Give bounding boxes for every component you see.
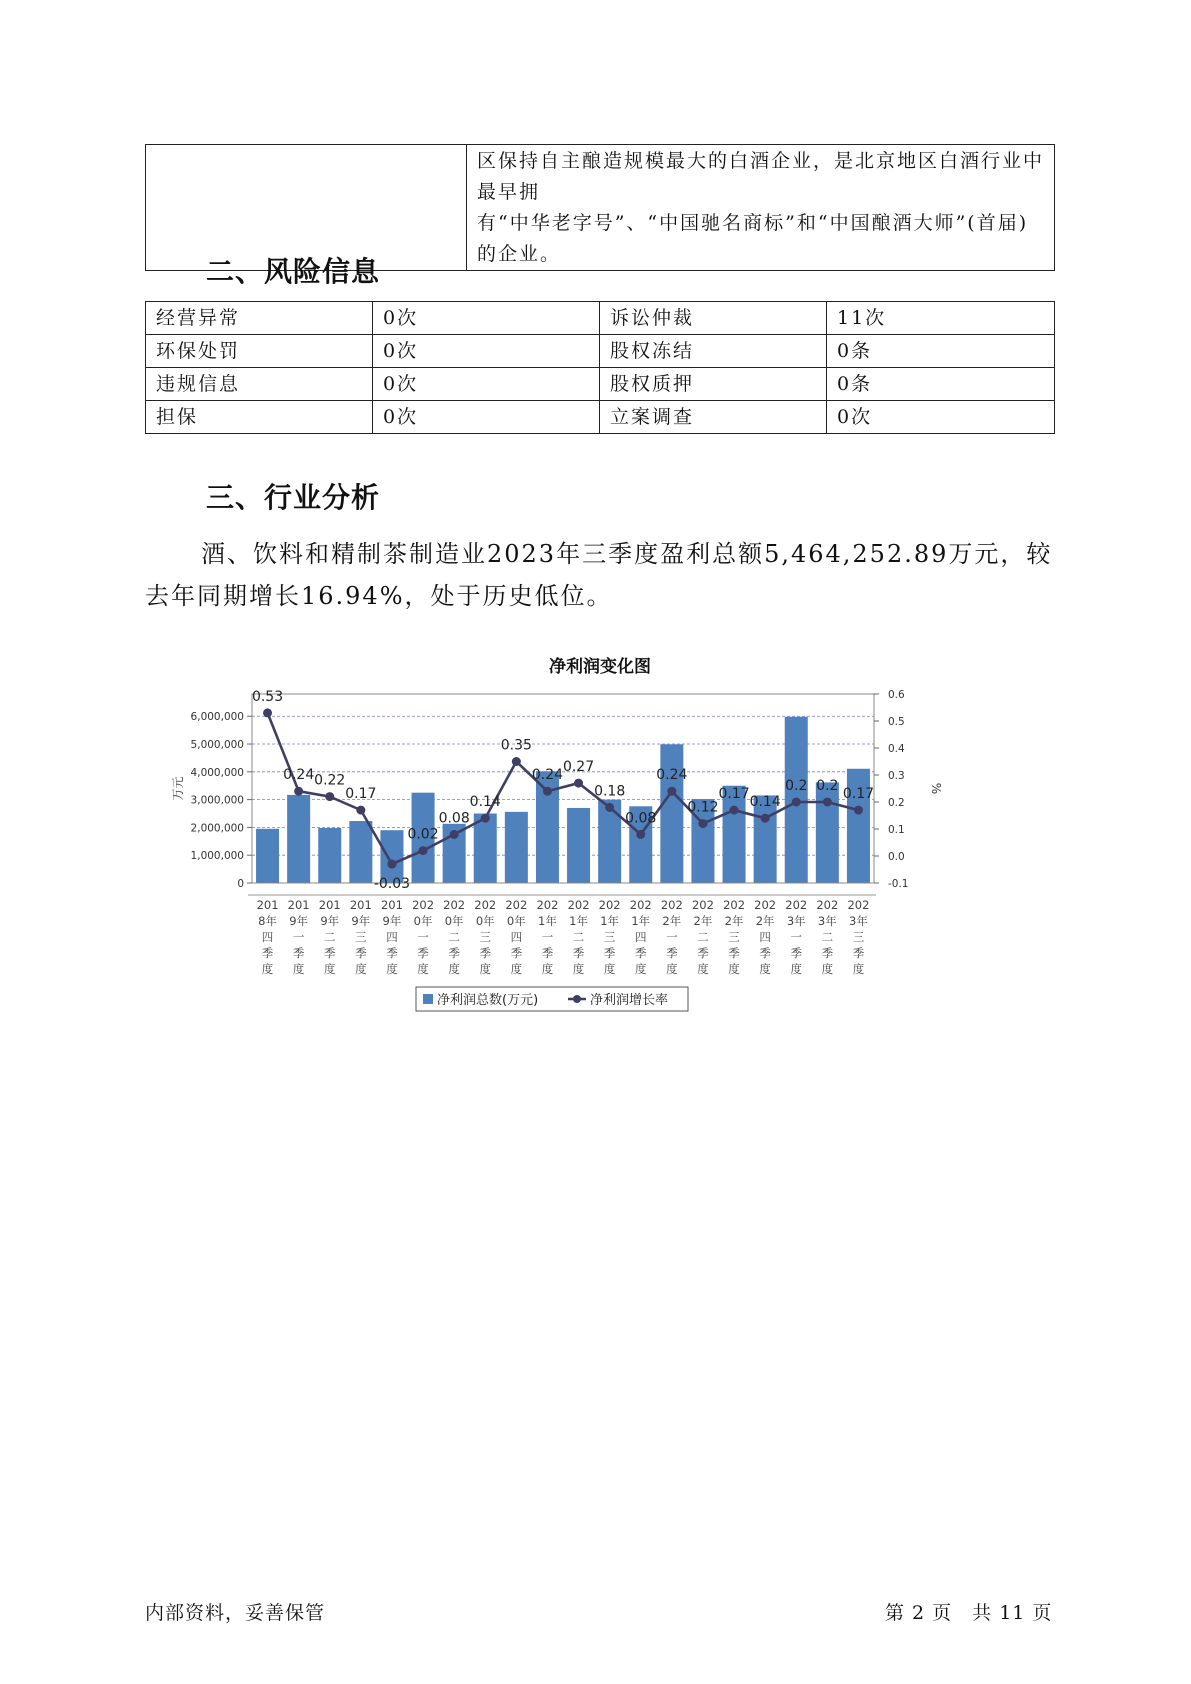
category-label — [599, 898, 621, 976]
category-label-part: 度 — [852, 962, 865, 976]
category-label-part: 三 — [603, 930, 616, 944]
category-label-part: 度 — [479, 962, 491, 976]
data-labels — [252, 689, 874, 892]
category-label-part: 二 — [324, 930, 336, 944]
category-label-part: 季 — [510, 946, 523, 960]
category-label-part: 季 — [821, 946, 834, 960]
growth-rate-point — [481, 814, 490, 823]
data-label: 0.22 — [314, 772, 346, 789]
table-cell: 环保处罚 — [146, 335, 373, 368]
bar — [287, 795, 310, 883]
category-label-part: 一 — [417, 930, 429, 944]
table-row — [146, 368, 1055, 401]
category-label-part: 度 — [324, 962, 336, 976]
table-cell: 0次 — [373, 302, 600, 335]
category-label-part: 季 — [790, 946, 802, 960]
category-label-part: 202 — [816, 898, 839, 912]
category-label-part: 202 — [723, 898, 746, 912]
left-tick-label: 2,000,000 — [190, 822, 244, 835]
table-cell: 0次 — [373, 368, 600, 401]
category-label-part: 202 — [754, 898, 777, 912]
category-label — [350, 898, 372, 976]
category-label-part: 9年 — [320, 914, 340, 928]
table-cell: 股权冻结 — [600, 335, 827, 368]
table-cell: 0次 — [827, 401, 1055, 434]
category-label — [847, 898, 869, 976]
growth-rate-point — [698, 819, 707, 828]
category-label-part: 度 — [666, 962, 678, 976]
category-label-part: 201 — [318, 898, 341, 912]
category-label-part: 季 — [479, 946, 491, 960]
data-label: 0.24 — [283, 767, 315, 784]
category-label — [505, 898, 527, 976]
category-label-part: 0年 — [413, 914, 433, 928]
left-tick-label: 3,000,000 — [190, 794, 244, 807]
category-label-part: 202 — [847, 898, 870, 912]
category-label-part: 一 — [666, 930, 678, 944]
data-label: 0.24 — [531, 767, 564, 784]
growth-rate-point — [730, 806, 739, 815]
category-label-part: 9年 — [351, 914, 371, 928]
growth-rate-point — [263, 708, 272, 717]
category-label-part: 度 — [448, 962, 460, 976]
data-label: 0.53 — [251, 688, 284, 705]
category-label-part: 三 — [355, 930, 367, 944]
category-label — [443, 898, 465, 976]
growth-rate-point — [761, 814, 770, 823]
table-cell: 担保 — [146, 401, 373, 434]
category-label — [288, 898, 310, 976]
data-label: 0.12 — [687, 799, 719, 816]
category-label — [692, 898, 714, 976]
legend-line-marker — [573, 995, 581, 1003]
category-label-part: 季 — [386, 946, 398, 960]
category-label-part: 0年 — [475, 914, 495, 928]
category-label-part: 201 — [380, 898, 403, 912]
growth-rate-point — [854, 806, 863, 815]
right-tick-label: 0.1 — [888, 824, 905, 836]
category-label — [536, 898, 558, 976]
section-heading-risk: 二、风险信息 — [206, 255, 381, 288]
category-label-part: 202 — [567, 898, 590, 912]
category-label-part: 季 — [759, 946, 771, 960]
category-label-part: 202 — [785, 898, 808, 912]
chart-title: 净利润变化图 — [549, 657, 651, 677]
category-label-part: 度 — [355, 962, 367, 976]
category-label-part: 1年 — [600, 914, 620, 928]
category-label-part: 202 — [660, 898, 683, 912]
category-label-part: 3年 — [849, 914, 868, 928]
table-cell: 11次 — [827, 302, 1055, 335]
data-label: 0.08 — [438, 810, 470, 827]
category-label-part: 202 — [412, 898, 435, 912]
left-tick-label: 4,000,000 — [190, 766, 244, 779]
category-label-part: 202 — [536, 898, 559, 912]
category-label-part: 度 — [635, 962, 647, 976]
legend-bar-swatch — [423, 994, 433, 1004]
category-label-part: 季 — [541, 946, 554, 960]
category-label-part: 2年 — [755, 914, 775, 928]
category-label-part: 9年 — [289, 914, 309, 928]
growth-rate-point — [294, 787, 303, 796]
bar — [349, 821, 372, 883]
bar — [318, 828, 341, 883]
data-label: -0.03 — [373, 876, 411, 893]
category-label-part: 度 — [790, 962, 802, 976]
category-label-part: 202 — [598, 898, 621, 912]
category-label — [257, 898, 279, 976]
category-label — [319, 898, 341, 976]
category-label-part: 度 — [510, 962, 523, 976]
category-label-part: 二 — [572, 930, 585, 944]
category-label-part: 季 — [635, 946, 647, 960]
industry-paragraph: 酒、饮料和精制茶制造业2023年三季度盈利总额5,464,252.89万元，较去年同期增长16.94%，处于历史低位。 — [145, 540, 1053, 610]
category-label-part: 8年 — [258, 914, 277, 928]
growth-rate-point — [667, 787, 676, 796]
category-label-part: 202 — [474, 898, 497, 912]
right-tick-label: 0.2 — [888, 797, 905, 809]
left-tick-label: 5,000,000 — [190, 739, 244, 752]
category-label-part: 季 — [697, 946, 709, 960]
table-cell: 经营异常 — [146, 302, 373, 335]
category-label-part: 季 — [261, 946, 274, 960]
category-label-part: 四 — [261, 930, 274, 944]
legend-line-label: 净利润增长率 — [590, 993, 669, 1008]
growth-rate-point — [543, 787, 552, 796]
category-label-part: 三 — [479, 930, 491, 944]
category-label-part: 2年 — [724, 914, 744, 928]
category-label — [785, 898, 807, 976]
category-label-part: 季 — [572, 946, 585, 960]
data-label: 0.27 — [562, 759, 595, 776]
category-label-part: 202 — [505, 898, 528, 912]
data-label: 0.17 — [345, 786, 377, 803]
table-cell: 0条 — [827, 368, 1055, 401]
footer-page-number: 第 2 页 共 11 页 — [885, 1602, 1053, 1624]
category-label-part: 季 — [355, 946, 367, 960]
description-line: 有“中华老字号”、“中国驰名商标”和“中国酿酒大师”(首届)的企业。 — [477, 212, 1029, 265]
bar — [505, 812, 528, 883]
table-row — [146, 302, 1055, 335]
category-label — [568, 898, 590, 976]
category-label-part: 一 — [541, 930, 554, 944]
category-label-part: 0年 — [444, 914, 464, 928]
growth-rate-point — [823, 798, 832, 807]
category-label-part: 度 — [603, 962, 616, 976]
category-label-part: 度 — [728, 962, 740, 976]
category-label-part: 3年 — [817, 914, 837, 928]
category-label-part: 季 — [292, 946, 305, 960]
category-label — [412, 898, 434, 976]
data-label: 0.2 — [785, 778, 808, 794]
growth-rate-point — [512, 757, 521, 766]
category-label-part: 二 — [697, 930, 709, 944]
category-label — [381, 898, 403, 976]
category-label — [661, 898, 683, 976]
table-cell-description — [467, 145, 1055, 271]
table-row — [146, 401, 1055, 434]
data-label: 0.08 — [625, 810, 657, 827]
growth-rate-point — [605, 803, 614, 812]
category-label-part: 1年 — [631, 914, 651, 928]
chart-legend — [416, 987, 688, 1011]
category-label-part: 1年 — [538, 914, 557, 928]
category-label-part: 三 — [728, 930, 740, 944]
category-label-part: 2年 — [662, 914, 682, 928]
table-cell: 诉讼仲裁 — [600, 302, 827, 335]
data-label: 0.35 — [500, 737, 532, 754]
category-label-part: 四 — [386, 930, 398, 944]
section-heading-industry: 三、行业分析 — [206, 481, 381, 514]
right-tick-label: 0.0 — [888, 851, 905, 863]
category-label-part: 0年 — [506, 914, 526, 928]
description-line: 区保持自主酿造规模最大的白酒企业，是北京地区白酒行业中最早拥 — [477, 150, 1045, 203]
bar — [567, 808, 590, 883]
risk-info-table — [145, 301, 1055, 434]
category-label-part: 季 — [324, 946, 336, 960]
data-label: 0.2 — [816, 778, 839, 794]
category-label-part: 四 — [510, 930, 523, 944]
growth-rate-point — [574, 779, 583, 788]
growth-rate-point — [325, 792, 334, 801]
table-cell: 0次 — [373, 335, 600, 368]
category-label-part: 三 — [852, 930, 865, 944]
category-label-part: 3年 — [786, 914, 806, 928]
bar — [598, 800, 621, 883]
category-label-part: 202 — [443, 898, 466, 912]
footer-confidential-note: 内部资料，妥善保管 — [145, 1602, 326, 1624]
growth-rate-point — [450, 830, 459, 839]
data-label: 0.17 — [842, 786, 875, 803]
category-label — [816, 898, 838, 976]
table-cell: 违规信息 — [146, 368, 373, 401]
category-label-part: 度 — [292, 962, 305, 976]
right-tick-label: 0.5 — [888, 716, 905, 728]
category-label-part: 度 — [697, 962, 709, 976]
category-label-part: 201 — [287, 898, 310, 912]
category-label-part: 季 — [417, 946, 429, 960]
growth-rate-point — [356, 806, 365, 815]
category-label-part: 一 — [790, 930, 802, 944]
category-label-part: 季 — [603, 946, 616, 960]
left-tick-label: 0 — [237, 878, 244, 890]
legend-bar-label: 净利润总数(万元) — [437, 993, 539, 1008]
category-label-part: 度 — [541, 962, 554, 976]
category-label — [474, 898, 496, 976]
category-label-part: 9年 — [382, 914, 402, 928]
data-label: 0.02 — [407, 826, 439, 843]
category-label-part: 季 — [448, 946, 460, 960]
category-label-part: 季 — [666, 946, 678, 960]
category-label-part: 201 — [349, 898, 372, 912]
bar — [816, 782, 839, 883]
left-axis-title: 万元 — [171, 776, 185, 801]
category-label-part: 202 — [691, 898, 714, 912]
table-cell: 0条 — [827, 335, 1055, 368]
category-label-part: 度 — [572, 962, 585, 976]
table-row — [146, 335, 1055, 368]
net-profit-chart — [170, 650, 1030, 1100]
category-label-part: 度 — [759, 962, 771, 976]
category-label-part: 201 — [256, 898, 279, 912]
category-label-part: 202 — [629, 898, 652, 912]
category-label-part: 季 — [728, 946, 740, 960]
left-tick-label: 1,000,000 — [190, 850, 244, 863]
category-label — [723, 898, 745, 976]
data-label: 0.18 — [594, 783, 626, 800]
table-cell: 股权质押 — [600, 368, 827, 401]
right-tick-label: 0.3 — [888, 770, 905, 782]
category-label-part: 四 — [635, 930, 647, 944]
right-tick-label: -0.1 — [888, 878, 909, 890]
table-cell: 立案调查 — [600, 401, 827, 434]
right-tick-label: 0.6 — [888, 689, 905, 701]
category-label-part: 四 — [759, 930, 771, 944]
category-label-part: 度 — [261, 962, 274, 976]
category-label — [754, 898, 776, 976]
left-tick-label: 6,000,000 — [190, 711, 244, 724]
category-label-part: 二 — [448, 930, 460, 944]
right-tick-label: 0.4 — [888, 743, 905, 755]
category-label-part: 2年 — [693, 914, 713, 928]
right-axis-title: % — [929, 782, 943, 795]
category-label — [630, 898, 652, 976]
bar — [660, 744, 683, 883]
category-label-part: 度 — [386, 962, 398, 976]
bar — [256, 829, 279, 883]
growth-rate-point — [419, 846, 428, 855]
category-label-part: 季 — [852, 946, 865, 960]
data-label: 0.14 — [749, 794, 781, 811]
category-label-part: 1年 — [569, 914, 588, 928]
data-label: 0.24 — [656, 767, 688, 784]
table-cell: 0次 — [373, 401, 600, 434]
growth-rate-point — [792, 798, 801, 807]
data-label: 0.14 — [469, 794, 501, 811]
category-label-part: 度 — [821, 962, 834, 976]
growth-rate-point — [636, 830, 645, 839]
category-label-part: 二 — [821, 930, 834, 944]
category-label-part: 度 — [417, 962, 429, 976]
growth-rate-point — [387, 860, 396, 869]
bar — [380, 830, 403, 883]
data-label: 0.17 — [718, 786, 750, 803]
bar — [474, 814, 497, 883]
category-label-part: 一 — [292, 930, 305, 944]
